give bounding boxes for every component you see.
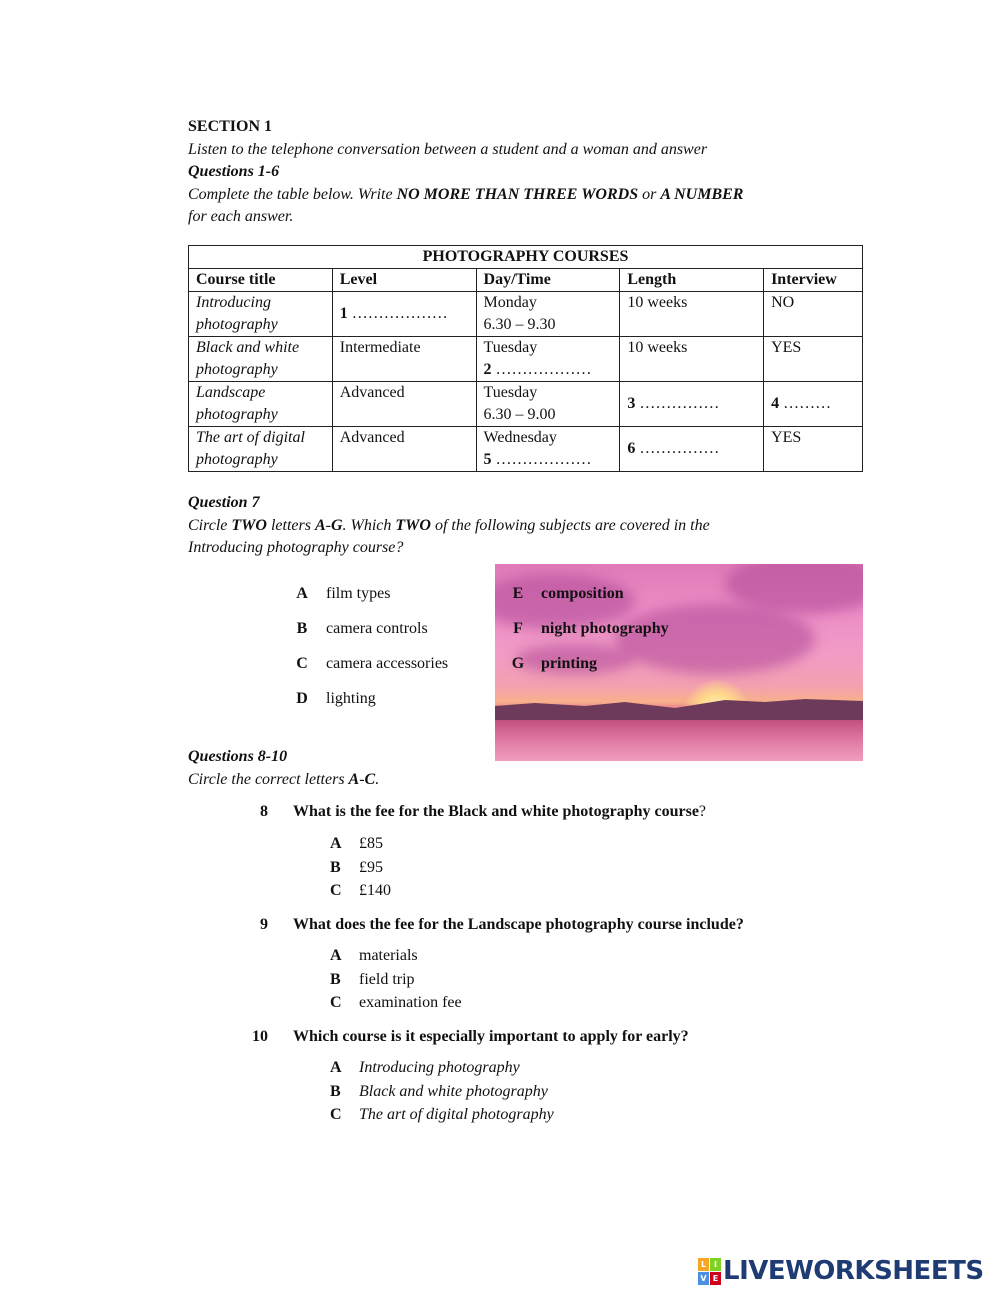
q8-answer-b[interactable]: £95 [359,859,383,876]
table-row [189,427,863,472]
day-time: Monday 6.30 – 9.30 [476,292,620,337]
header-course-title: Course title [189,269,333,292]
answer-letter: C [330,1106,342,1123]
course-title: Introducing photography [189,292,333,337]
table-caption: PHOTOGRAPHY COURSES [189,246,863,269]
logo-icon: L I V E [698,1258,720,1284]
table-row [189,337,863,382]
table-row [189,292,863,337]
q8-answer-c[interactable]: £140 [359,882,391,899]
day-time: Wednesday 5 ……………… [476,427,620,472]
logo-text: LIVEWORKSHEETS [723,1256,984,1286]
q9-answer-b[interactable]: field trip [359,971,415,988]
answer-letter: B [330,1083,341,1100]
option-letter-d: D [296,690,308,707]
answer-letter: C [330,882,342,899]
q10-answer-c[interactable]: The art of digital photography [359,1106,554,1123]
level: Advanced [332,382,476,427]
day-time: Tuesday 2 ……………… [476,337,620,382]
liveworksheets-logo [698,1256,984,1286]
q8-10-instruction: Circle the correct letters A-C. [188,771,380,788]
q1-6-instruction: Complete the table below. Write NO MORE THAN THREE WORDS or A NUMBER [188,186,744,203]
option-g[interactable]: printing [541,655,598,672]
q8-answer-a[interactable]: £85 [359,835,383,852]
answer-letter: C [330,994,342,1011]
interview: YES [764,337,863,382]
q9-answer-a[interactable]: materials [359,947,418,964]
header-level: Level [332,269,476,292]
day-time: Tuesday 6.30 – 9.00 [476,382,620,427]
question-number-10: 10 [252,1028,268,1045]
answer-letter: A [330,947,342,964]
option-e[interactable]: composition [541,585,624,602]
section-title: SECTION 1 [188,118,273,135]
answer-blank-3[interactable]: 3 …………… [620,382,764,427]
interview: YES [764,427,863,472]
level: Advanced [332,427,476,472]
option-letter-g: G [511,655,525,672]
answer-blank-2[interactable]: 2 ……………… [483,361,592,378]
answer-letter: B [330,859,341,876]
option-letter-b: B [296,620,308,637]
option-letter-c: C [296,655,308,672]
option-letter-a: A [296,585,308,602]
question-9: What does the fee for the Landscape photography course include? [293,916,744,933]
interview: NO [764,292,863,337]
q7-instruction: Circle TWO letters A-G. Which TWO of the following subjects are covered in the [188,517,710,534]
option-b[interactable]: camera controls [326,620,428,637]
q9-answer-c[interactable]: examination fee [359,994,462,1011]
photography-courses-table [188,245,863,472]
question-8: What is the fee for the Black and white photography course? [293,803,707,820]
option-d[interactable]: lighting [326,690,376,707]
q1-6-heading: Questions 1-6 [188,163,280,180]
q7-instruction-2: Introducing photography course? [188,539,404,556]
answer-letter: A [330,835,342,852]
option-letter-f: F [513,620,523,637]
question-number-8: 8 [260,803,268,820]
header-interview: Interview [764,269,863,292]
table-row [189,382,863,427]
question-number-9: 9 [260,916,268,933]
length: 10 weeks [620,337,764,382]
option-f[interactable]: night photography [541,620,669,637]
answer-letter: B [330,971,341,988]
answer-blank-4[interactable]: 4 ……… [764,382,863,427]
answer-blank-6[interactable]: 6 …………… [620,427,764,472]
answer-letter: A [330,1059,342,1076]
option-a[interactable]: film types [326,585,391,602]
answer-blank-5[interactable]: 5 ……………… [483,451,592,468]
option-c[interactable]: camera accessories [326,655,449,672]
q10-answer-a[interactable]: Introducing photography [359,1059,520,1076]
q7-heading: Question 7 [188,494,260,511]
course-title: Black and white photography [189,337,333,382]
course-title: Landscape photography [189,382,333,427]
answer-blank-1[interactable]: 1 ……………… [332,292,476,337]
course-title: The art of digital photography [189,427,333,472]
table-header-row [189,269,863,292]
section-instruction: Listen to the telephone conversation between a student and a woman and answer [188,141,708,158]
header-length: Length [620,269,764,292]
q1-6-instruction-2: for each answer. [188,208,294,225]
question-10: Which course is it especially important to apply for early? [293,1028,689,1045]
length: 10 weeks [620,292,764,337]
q10-answer-b[interactable]: Black and white photography [359,1083,548,1100]
option-letter-e: E [512,585,524,602]
q8-10-heading: Questions 8-10 [188,748,288,765]
level: Intermediate [332,337,476,382]
header-day-time: Day/Time [476,269,620,292]
